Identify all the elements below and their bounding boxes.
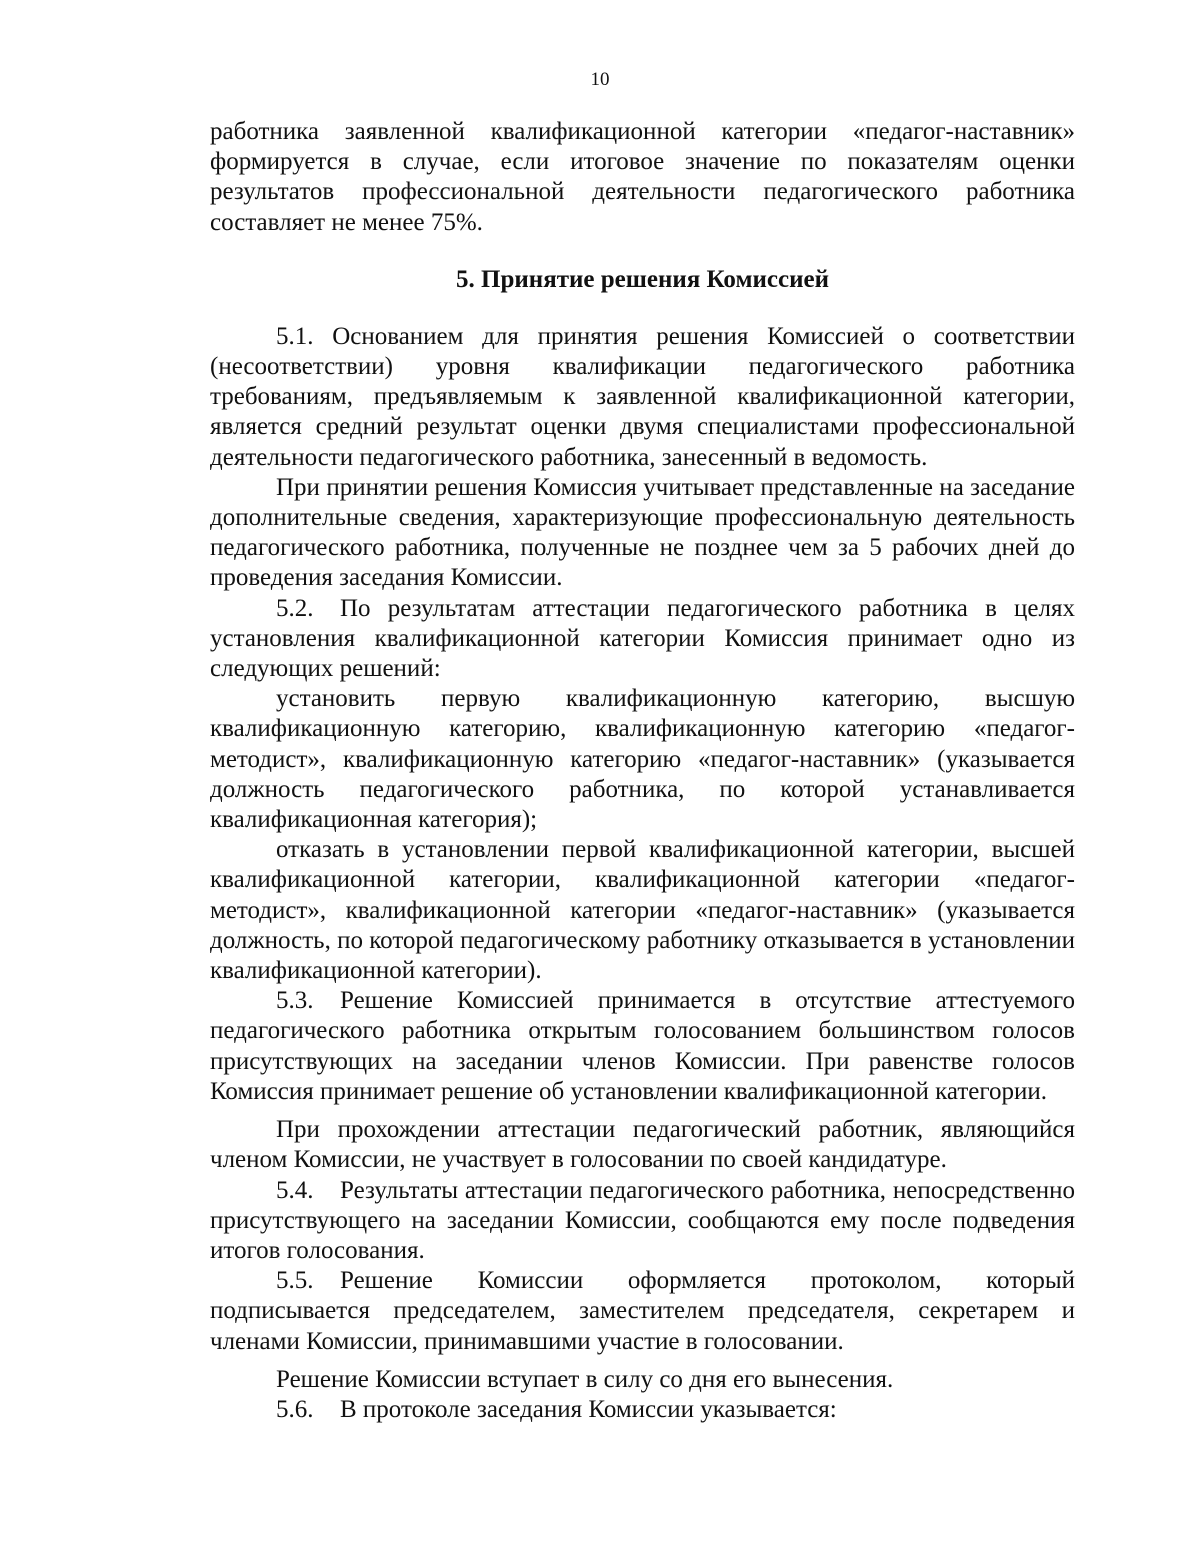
intro-paragraph: работника заявленной квалификационной категории «педагог-наставник» формируется в случае, если итоговое значение по показателям оценки результатов профессиональной деятельности педагогического работника составляет не менее 75%. [210, 118, 1075, 236]
paragraph-number: 5.6. [276, 1395, 314, 1423]
paragraph-number: 5.4. [276, 1176, 314, 1204]
paragraph-5-5 [210, 1266, 1075, 1357]
paragraph-text: По результатам аттестации педагогического работника в целях установления квалификационной категории Комиссия принимает одно из следующих решений: [210, 594, 1075, 683]
section-title: 5. Принятие решения Комиссией [456, 265, 829, 293]
paragraph-number: 5.3. [276, 987, 314, 1015]
paragraph-text: Решение Комиссии оформляется протоколом, который подписывается председателем, заместителем председателя, секретарем и членами Комиссии, принимавшими участие в голосовании. [210, 1267, 1075, 1355]
paragraph-5-5-effective: Решение Комиссии вступает в силу со дня его вынесения. [276, 1365, 894, 1393]
paragraph-number: 5.5. [276, 1267, 314, 1295]
paragraph-5-1-additional: При принятии решения Комиссия учитывает представленные на заседание дополнительные сведения, характеризующие профессиональную деятельность педагогического работника, полученные не позднее чем за 5 рабочих дней до проведения заседания Комиссии. [210, 473, 1075, 592]
paragraph-5-6 [210, 1395, 1075, 1425]
paragraph-text: В протоколе заседания Комиссии указывается: [340, 1395, 837, 1423]
page-number: 10 [590, 69, 610, 90]
decision-option-establish: установить первую квалификационную категорию, высшую квалификационную категорию, квалификационную категорию «педагог-методист», квалификационную категорию «педагог-наставник» (указывается должность педагогического работника, по которой устанавливается квалификационная категория); [210, 685, 1075, 834]
paragraph-5-2 [210, 594, 1075, 685]
paragraph-5-1: 5.1. Основанием для принятия решения Комиссией о соответствии (несоответствии) уровня квалификации педагогического работника требованиям, предъявляемым к заявленной квалификационной категории, является средний результат оценки двумя специалистами профессиональной деятельности педагогического работника, занесенный в ведомость. [210, 322, 1075, 471]
document-body [210, 117, 1075, 1425]
decision-option-refuse: отказать в установлении первой квалификационной категории, высшей квалификационной категории, квалификационной категории «педагог-методист», квалификационной категории «педагог-наставник» (указывается должность, по которой педагогическому работнику отказывается в установлении квалификационной категории). [210, 836, 1075, 985]
paragraph-5-4 [210, 1176, 1075, 1267]
paragraph-text: Результаты аттестации педагогического работника, непосредственно присутствующего на заседании Комиссии, сообщаются ему после подведения итогов голосования. [210, 1176, 1075, 1264]
paragraph-number: 5.2. [276, 594, 314, 622]
paragraph-5-3 [210, 986, 1075, 1107]
paragraph-5-3-member: При прохождении аттестации педагогический работник, являющийся членом Комиссии, не участвует в голосовании по своей кандидатуре. [210, 1116, 1075, 1174]
paragraph-text: Решение Комиссией принимается в отсутствие аттестуемого педагогического работника открытым голосованием большинством голосов присутствующих на заседании членов Комиссии. При равенстве голосов Комиссия принимает решение об установлении квалификационной категории. [210, 987, 1075, 1105]
